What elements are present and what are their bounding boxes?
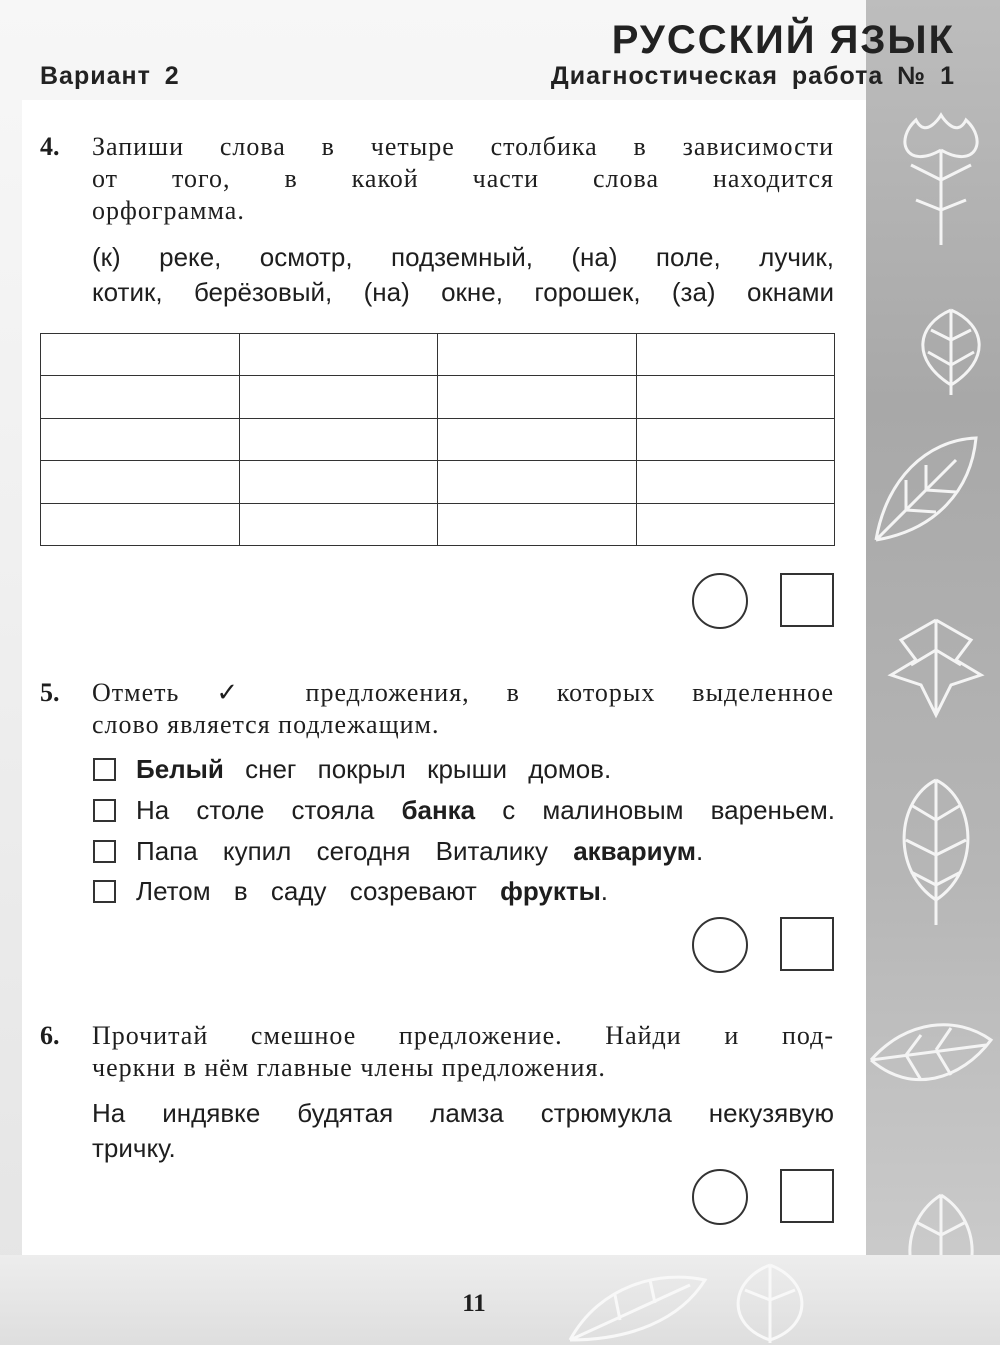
option-sentence [136,834,703,868]
option-checkbox[interactable] [93,758,116,781]
table-row [41,334,835,376]
task-4-line: орфограмма. [92,196,245,225]
option-sentence [136,793,835,827]
option-row [93,834,835,868]
answer-cell[interactable] [438,418,637,460]
answer-cell[interactable] [636,334,835,376]
answer-cell[interactable] [239,461,438,503]
leaf-decoration-icon [881,590,991,720]
option-sentence [136,874,608,908]
task-4-words-line: (к) реке, осмотр, подземный, (на) поле, лучик, [92,242,834,272]
answer-cell[interactable] [239,418,438,460]
answer-cell[interactable] [41,461,240,503]
answer-cell[interactable] [239,376,438,418]
task-4-line: от того, в какой части слова находится [92,164,834,193]
task-5-number: 5. [40,678,60,707]
task-6-score-circle[interactable] [692,1169,748,1225]
table-row [41,503,835,545]
option-text: Летом в саду созревают [136,876,501,906]
task-5-score-square[interactable] [780,917,834,971]
answer-cell[interactable] [438,334,637,376]
answer-cell[interactable] [41,334,240,376]
option-text: снег покрыл крыши домов. [223,754,612,784]
task-5-instruction [92,677,834,741]
task-5-text: предложения, в которых выделенное [305,678,834,707]
answer-cell[interactable] [239,503,438,545]
task-4-words-line: котик, берёзовый, (на) окне, горошек, (за) окнами [92,277,834,307]
option-checkbox[interactable] [93,799,116,822]
task-6-instruction [92,1020,834,1084]
option-checkbox[interactable] [93,880,116,903]
option-row [93,752,835,786]
task-5-score-circle[interactable] [692,917,748,973]
leaf-decoration-icon [886,110,996,250]
option-row [93,793,835,827]
task-4-number: 4. [40,132,60,161]
variant-label: Вариант 2 [40,62,180,90]
answer-cell[interactable] [636,503,835,545]
option-row [93,874,835,908]
task-4-instruction [92,131,834,227]
work-title: Диагностическая работа № 1 [550,62,955,90]
task-5-text: Отметь [92,678,180,707]
task-6-line: черкни в нём главные члены предложения. [92,1053,606,1082]
option-text: На столе стояла [136,795,402,825]
answer-cell[interactable] [636,418,835,460]
option-highlighted-word: Белый [136,754,224,784]
table-row [41,376,835,418]
option-text: Папа купил сегодня Виталику [136,836,574,866]
task-4-score-square[interactable] [780,573,834,627]
answer-cell[interactable] [41,418,240,460]
leaf-decoration-icon [866,1000,996,1120]
answer-cell[interactable] [41,503,240,545]
option-highlighted-word: фрукты [500,876,601,906]
answer-cell[interactable] [438,503,637,545]
subject-title: РУССКИЙ ЯЗЫК [611,18,955,62]
task-6-sentence-line: тричку. [92,1133,176,1163]
answer-cell[interactable] [438,461,637,503]
check-mark-icon: ✓ [216,678,269,708]
table-row [41,461,835,503]
option-highlighted-word: аквариум [573,836,696,866]
task-6-sentence-line: На индявке будятая ламза стрюмукла некузявую [92,1098,834,1128]
answer-cell[interactable] [636,376,835,418]
option-text: . [696,836,704,866]
task-6-line: Прочитай смешное предложение. Найди и под- [92,1021,834,1050]
leaf-decoration-icon [866,430,986,550]
task-6-sentence [92,1096,834,1166]
task-6-number: 6. [40,1021,60,1050]
task-4-score-circle[interactable] [692,573,748,629]
answer-cell[interactable] [636,461,835,503]
task-4-word-list [92,240,834,310]
leaf-decoration-icon [906,290,996,400]
option-checkbox[interactable] [93,840,116,863]
table-row [41,418,835,460]
task-6-score-square[interactable] [780,1169,834,1223]
answer-cell[interactable] [239,334,438,376]
task-5-line: слово является подлежащим. [92,710,440,739]
decorative-side-band [866,0,1000,1345]
task-5-line [92,677,834,709]
leaf-decoration-icon [876,760,996,930]
task-4-line: Запиши слова в четыре столбика в зависимости [92,132,834,161]
answer-cell[interactable] [438,376,637,418]
option-highlighted-word: банка [401,795,476,825]
option-text: с малиновым вареньем. [475,795,835,825]
option-text: . [600,876,609,906]
task-4-answer-table [40,333,835,546]
page-number: 11 [462,1290,486,1317]
option-sentence [136,752,611,786]
answer-cell[interactable] [41,376,240,418]
